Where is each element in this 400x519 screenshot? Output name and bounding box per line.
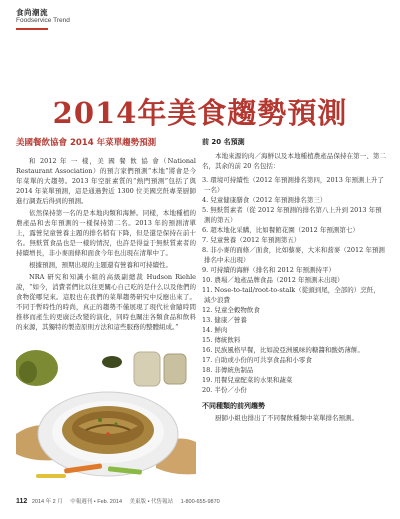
article-subheading: 美國餐飲協會 2014 年菜單趨勢預測 xyxy=(16,138,157,148)
list-item: 8. 非小麥的面條／面食，比如藜麥，大米和蕎麥（2012 年預測排名中未出現） xyxy=(202,246,385,264)
page-number: 112 xyxy=(16,498,28,505)
list-item: 5. 無麩質素者（從 2012 年預測的排名第八上升到 2013 年預測的第五） xyxy=(202,206,382,224)
top20-heading: 前 20 名預測 xyxy=(202,138,245,146)
top20-intro: 本地來源的肉／海鮮以及本地種植農產品保持在第一、第二名，其余的前 20 名包括： xyxy=(202,152,386,170)
category-trends-heading: 不同種類的前列趨勢 xyxy=(202,402,265,410)
footer-item: 美東版 • 代售報站 xyxy=(129,499,174,505)
list-item: 14. 鮮肉 xyxy=(202,326,228,334)
section-label: 食尚潮流 xyxy=(16,8,48,17)
footer-item: 1-800-655-9870 xyxy=(180,499,220,505)
list-item: 6. 超本地化采購，比如餐館花園（2012 年預測第七） xyxy=(202,226,359,234)
paragraph: 根據預測，預期出現的主題還有營養和可持續性。 xyxy=(29,261,172,269)
list-item: 20. 半份／小份 xyxy=(202,386,247,394)
list-item: 16. 民族風格早餐，比如說亞洲風味的糖醬和酸奶薄餅。 xyxy=(202,346,364,354)
section-subtitle: Foodservice Trend xyxy=(16,17,70,24)
right-column xyxy=(202,137,386,425)
paragraph: 依然保持第一名的是本地肉類和海鮮。同樣，本地種植的農產品和去年預測的一樣保持第二名。2013 年的預測清單上，露營兒童營養主題的排名稍有下降，但是還是保持在前十名。無麩質食品也是一樣的情況，也許是得益于無麩質素者的持續增長，非小麥面條和面食今年也出現在清單中了。 xyxy=(16,209,196,257)
list-item: 12. 兒童全穀物飲食 xyxy=(202,306,260,314)
footer-item: 2014 年 2 月 xyxy=(31,499,63,505)
list-item: 18. 非傳統魚制品 xyxy=(202,366,254,374)
list-item: 7. 兒童營養（2012 年預測第五） xyxy=(202,236,301,244)
page-title: 2014年美食趨勢預測 xyxy=(52,96,348,130)
paragraph: NRA 研究和知識小組的高級副總裁 Hudson Riehle 說，“如今，消費者們比以往更關心自己吃的是什么以及他們的食物從哪兒來。這股也在我們的菜單趨勢研究中反應出來了。不同于暫時性的時尚，真正的趨勢不僅展現了現代社會隨時間推移而產生的更廣泛改變的演化，同時也關注各類食品和飲料的來源，其獨特的製造原則方法和這些服務的整體組成。” xyxy=(16,273,196,331)
list-item: 17. 自助或小份的可共享食品和小零食 xyxy=(202,356,312,364)
list-item: 15. 傳統飲料 xyxy=(202,336,241,344)
list-item: 3. 環境可持續性（2012 年預測排名第四，2013 年預測上升了一名） xyxy=(202,176,384,194)
list-item: 11. Nose-to-tail/root-to-stalk（從頭到尾，全部的）烹飪，減少浪費 xyxy=(202,286,380,304)
list-item: 4. 兒童健康膳食（2012 年預測排名第三） xyxy=(202,196,327,204)
category-trends-text: 厨師小組也排出了不同餐飲種類中菜單排名預測。 xyxy=(215,414,358,422)
list-item: 13. 健康／營養 xyxy=(202,316,247,324)
hummus-plate-photo xyxy=(16,350,196,488)
section-rule xyxy=(16,28,48,30)
left-column xyxy=(16,137,196,334)
page-footer xyxy=(16,497,386,505)
list-item: 9. 可持續的海鮮（排名和 2012 年預測持平） xyxy=(202,266,335,274)
footer-item: 中報週刊 • Feb. 2014 xyxy=(70,499,123,505)
list-item: 10. 農場／地產品牌食品（2012 年預測未出現） xyxy=(202,276,344,284)
paragraph: 和 2012 年 一 樣，美 國 餐 飲 協 會（National Restaurant Association）的預言家們預測“本地”將會是今年菜單的大趨勢。2013 年空脏素質的“熱門預測”包括了與 2014 年菜單預測，這是通過對近 1300 位美國烹飪專業厨師進行調查后得到的預測。 xyxy=(16,157,196,205)
list-item: 19. 用餐兒童配菜的水果和蔬菜 xyxy=(202,376,293,384)
